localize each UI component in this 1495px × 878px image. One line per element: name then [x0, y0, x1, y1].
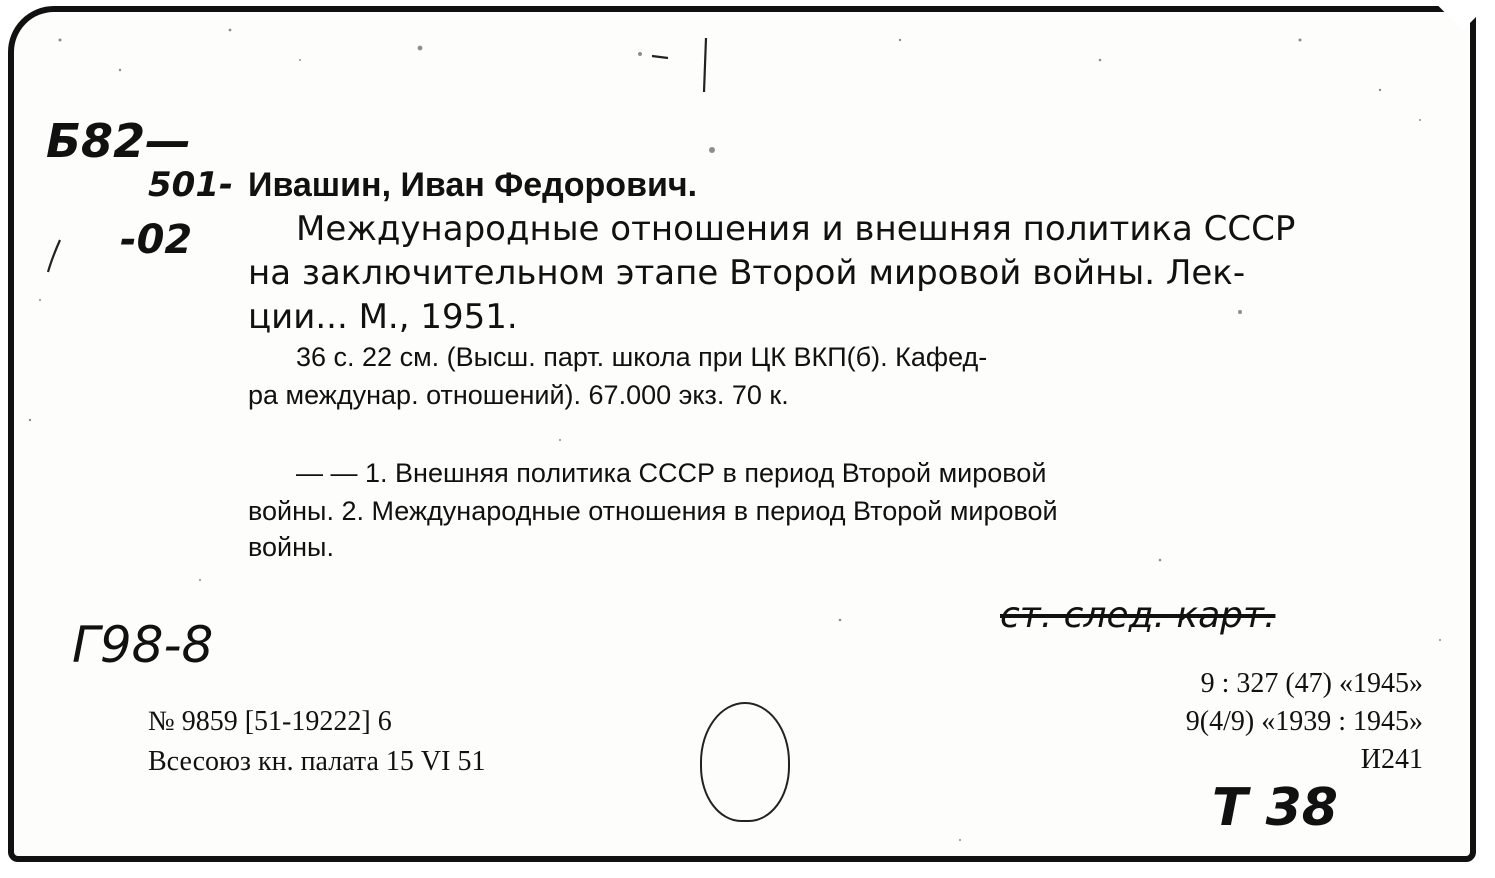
record-number: № 9859 [51-19222] 6 [148, 706, 392, 737]
title-line-1: Международные отношения и внешняя политика СССР [296, 209, 1296, 249]
subject-line-2: войны. 2. Международные отношения в период Второй мировой [248, 496, 1058, 526]
title-line-3: ции... М., 1951. [248, 297, 518, 337]
subject-line-3: войны. [248, 532, 334, 562]
subject-line-1: — — 1. Внешняя политика СССР в период Второй мировой [296, 458, 1047, 488]
classification-line-2: 9(4/9) «1939 : 1945» [1185, 706, 1423, 737]
collation-line-2: ра междунар. отношений). 67.000 экз. 70 к. [248, 380, 789, 410]
classification-line-1: 9 : 327 (47) «1945» [1200, 668, 1423, 699]
handwritten-shelfmark-line1: Б82— [46, 114, 192, 168]
punch-hole [700, 702, 790, 822]
classification-line-3: И241 [1360, 744, 1423, 775]
handwritten-shelfmark-line3: -02 [120, 217, 193, 263]
handwritten-bottom-note: Т 38 [1212, 778, 1338, 838]
handwritten-left-note: Г98-8 [72, 616, 214, 674]
issuer-line: Всесоюз кн. палата 15 VI 51 [148, 746, 486, 777]
handwritten-shelfmark-line2: 501- [148, 165, 234, 205]
title-line-2: на заключительном этапе Второй мировой войны. Лек- [248, 253, 1246, 293]
handwritten-struck-note: ст. след. карт. [1000, 595, 1276, 636]
collation-line-1: 36 с. 22 см. (Высш. парт. школа при ЦК ВКП(б). Кафед- [296, 342, 988, 372]
author-heading: Ивашин, Иван Федорович. [248, 166, 698, 204]
